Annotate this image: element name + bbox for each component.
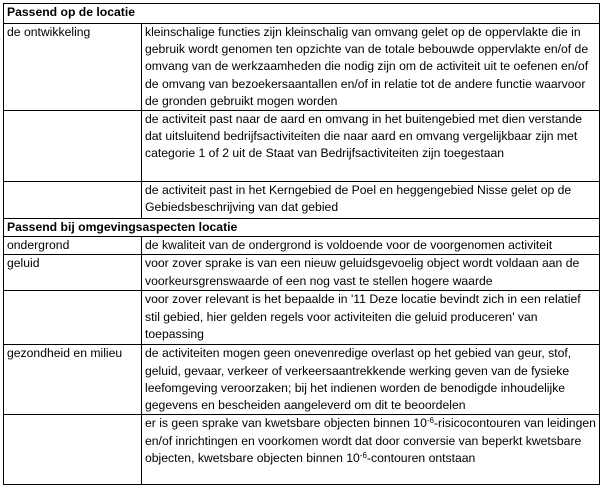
- row-text: de activiteit past naar de aard en omvang in het buitengebied met dien verstande dat uitsluitend bedrijfsactiviteiten die naar aard en omvang vergelijkbaar zijn met categorie 1 of 2 uit de Staat van Bedrijfsactiviteiten zijn toegestaan: [142, 111, 600, 182]
- row-text: de activiteit past in het Kerngebied de Poel en heggengebied Nisse gelet op de Gebiedsbeschrijving van dat gebied: [142, 182, 600, 219]
- row-label: de ontwikkeling: [4, 24, 142, 111]
- row-label: ondergrond: [4, 237, 142, 255]
- risk-text-part: -contouren ontstaan: [366, 450, 476, 465]
- table-row: [4, 111, 600, 182]
- row-text-risk: [142, 415, 600, 485]
- row-text: de kwaliteit van de ondergrond is voldoende voor de voorgenomen activiteit: [142, 237, 600, 255]
- table-row: [4, 255, 600, 291]
- table-row: [4, 182, 600, 219]
- row-text: de activiteiten mogen geen onevenredige overlast op het gebied van geur, stof, geluid, gevaar, verkeer of verkeersaantrekkende werking geven van de fysieke leefomgeving veroorzaken; bij het indienen worden de benodigde inhoudelijke gegevens en bescheiden aangeleverd om dit te beoordelen: [142, 345, 600, 415]
- superscript: -6: [359, 450, 367, 460]
- section-title-omgevingsaspecten: Passend bij omgevingsaspecten locatie: [4, 219, 600, 237]
- table-row: [4, 415, 600, 485]
- row-label: [4, 182, 142, 219]
- table-row: [4, 237, 600, 255]
- section-header-row: [4, 219, 600, 237]
- risk-text-part: er is geen sprake van kwetsbare objecten binnen 10: [145, 416, 427, 431]
- row-text: voor zover sprake is van een nieuw geluidsgevoelig object wordt voldaan aan de voorkeursgrenswaarde of een nog vast te stellen hogere waarde: [142, 255, 600, 291]
- table-row: [4, 291, 600, 345]
- row-label: [4, 415, 142, 485]
- row-text: kleinschalige functies zijn kleinschalig van omvang gelet op de oppervlakte die in gebruik wordt genomen ten opzichte van de totale bebouwde oppervlakte en/of de omvang van de werkzaamheden die nodig zijn om de activiteit uit te oefenen en/of de omvang van bezoekersaantallen en/of in relatie tot de andere functie waarvoor de gronden gebruikt mogen worden: [142, 24, 600, 111]
- row-label: gezondheid en milieu: [4, 345, 142, 415]
- row-label: [4, 291, 142, 345]
- row-label: [4, 111, 142, 182]
- row-label: geluid: [4, 255, 142, 291]
- row-text: voor zover relevant is het bepaalde in '11 Deze locatie bevindt zich in een relatief stil gebied, hier gelden regels voor activiteiten die geluid produceren' van toepassing: [142, 291, 600, 345]
- criteria-table: [3, 3, 600, 485]
- section-header-row: [4, 4, 600, 24]
- risk-text-part: -risicocontouren van leidingen en/of inrichtingen en voorkomen wordt dat door conversie van beperkt kwetsbare objecten, kwetsbare objecten binnen 10: [145, 416, 596, 465]
- section-title-locatie: Passend op de locatie: [4, 4, 600, 24]
- superscript: -6: [426, 416, 434, 426]
- table-row: [4, 345, 600, 415]
- table-row: [4, 24, 600, 111]
